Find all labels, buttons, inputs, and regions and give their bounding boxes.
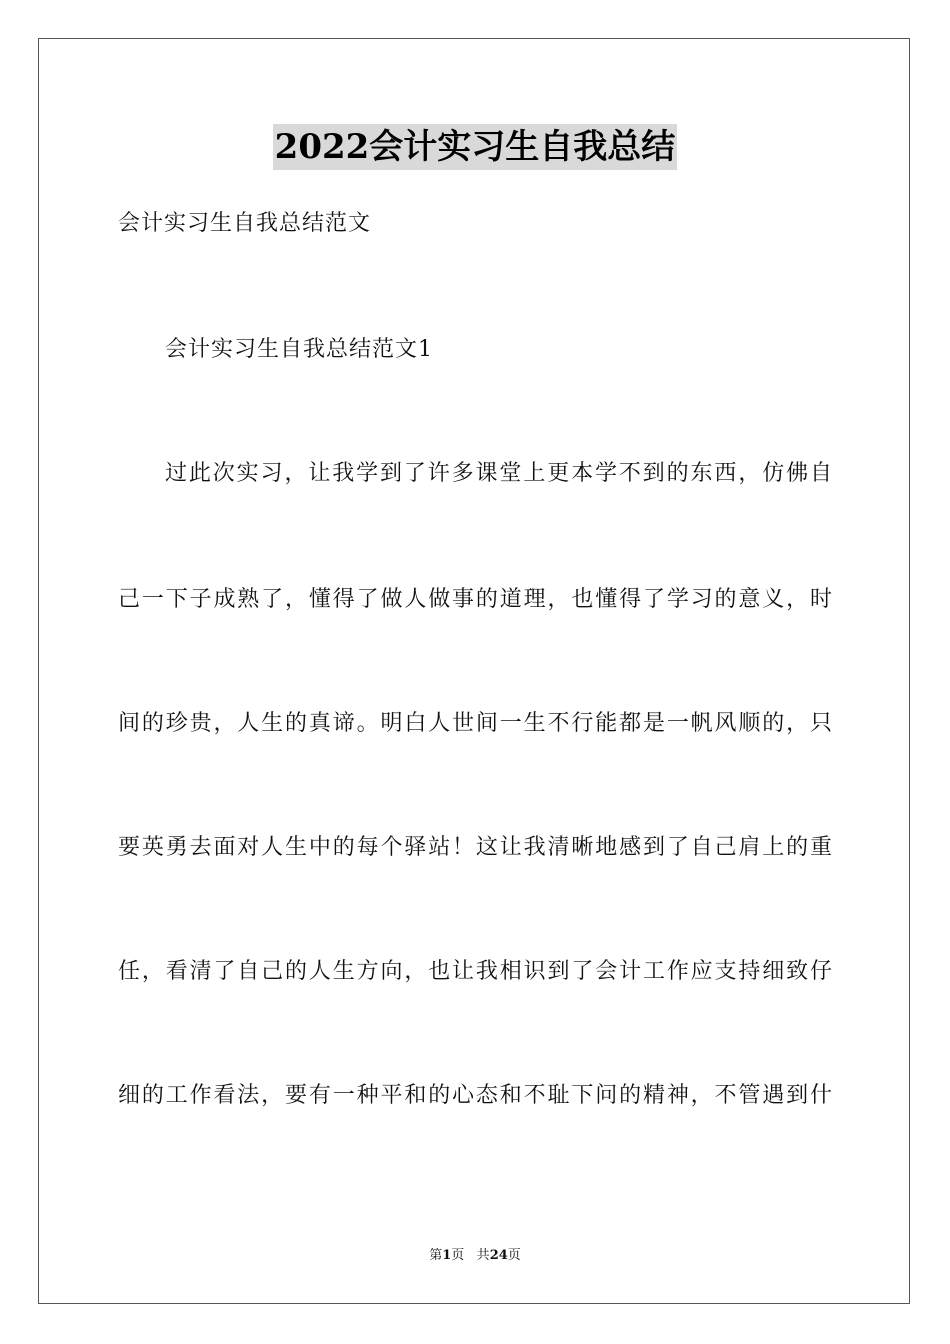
body-line-5: 任，看清了自己的人生方向，也让我相识到了会计工作应支持细致仔 xyxy=(118,959,832,984)
footer-page-number: 1 xyxy=(442,1248,452,1263)
footer-prefix: 第 xyxy=(429,1248,443,1263)
body-line-1: 过此次实习，让我学到了许多课堂上更本学不到的东西，仿佛自 xyxy=(165,461,832,486)
body-line-3: 间的珍贵，人生的真谛。明白人世间一生不行能都是一帆风顺的，只 xyxy=(118,711,832,736)
title-container xyxy=(0,124,950,170)
footer-total-suffix: 页 xyxy=(507,1248,521,1263)
document-title: 2022会计实习生自我总结 xyxy=(273,124,678,170)
document-subtitle: 会计实习生自我总结范文 xyxy=(118,211,372,236)
body-line-2: 己一下子成熟了，懂得了做人做事的道理，也懂得了学习的意义，时 xyxy=(118,587,832,612)
footer-total-prefix: 共 xyxy=(476,1248,490,1263)
body-line-4: 要英勇去面对人生中的每个驿站！这让我清晰地感到了自己肩上的重 xyxy=(118,835,832,860)
section-heading: 会计实习生自我总结范文1 xyxy=(165,337,433,362)
body-line-6: 细的工作看法，要有一种平和的心态和不耻下问的精神，不管遇到什 xyxy=(118,1083,832,1108)
footer-page-suffix: 页 xyxy=(451,1248,465,1263)
page-footer xyxy=(0,1246,950,1266)
footer-total-pages: 24 xyxy=(489,1248,508,1263)
